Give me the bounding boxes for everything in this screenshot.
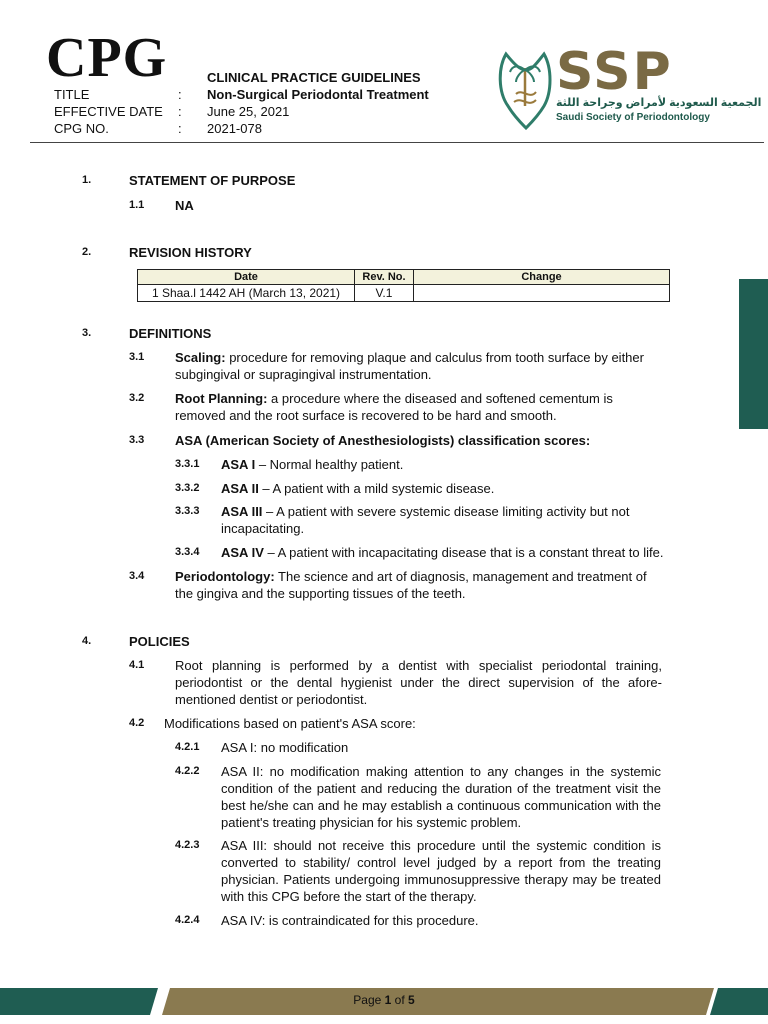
of-word: of: [391, 993, 409, 1007]
item-text: ASA I: no modification: [221, 740, 349, 755]
meta-colon: :: [178, 87, 182, 102]
term: ASA I: [221, 457, 256, 472]
item-number: 4.1: [129, 659, 145, 671]
item-number: 3.3.3: [175, 505, 200, 517]
term: Root Planning:: [175, 391, 268, 406]
item-text: ASA (American Society of Anesthesiologists) classification scores:: [175, 433, 591, 448]
column-header: Rev. No.: [355, 270, 414, 285]
document-type: CLINICAL PRACTICE GUIDELINES: [207, 70, 421, 85]
table-header-row: [138, 270, 670, 285]
table-row: [138, 285, 670, 302]
ssp-name-english: Saudi Society of Periodontology: [556, 112, 710, 123]
header-divider: [30, 142, 764, 143]
term-definition: – A patient with a mild systemic disease.: [258, 481, 495, 496]
item-text: [175, 349, 653, 383]
term: ASA III: [221, 504, 263, 519]
section-number: 4.: [82, 635, 92, 647]
table-cell: V.1: [355, 285, 414, 302]
meta-value: June 25, 2021: [207, 104, 290, 119]
item-number: 3.3: [129, 434, 145, 446]
item-text: ASA III: should not receive this procedure until the systemic condition is converted to stability/ control level judged by a report from the treating physician. Patients undergoing immunosuppressive therapy may be treated with this CPG before the start of the therapy.: [221, 838, 661, 904]
item-text: ASA II: no modification making attention to any changes in the systemic condition of the patient and reducing the duration of the treatment visit the best he/she can and he may establish a continuous communication with the patient's treating physician for his systemic problem.: [221, 764, 661, 830]
item-text: [175, 568, 663, 602]
meta-value: Non-Surgical Periodontal Treatment: [207, 87, 429, 102]
item-number: 3.1: [129, 351, 145, 363]
side-accent-bar: [739, 279, 768, 429]
total-pages: 5: [408, 993, 415, 1007]
term: Periodontology:: [175, 569, 275, 584]
item-number: 3.3.4: [175, 546, 200, 558]
section-number: 3.: [82, 327, 92, 339]
term-definition: The science and art of diagnosis, management and treatment of the gingiva and the supporting tissues of the teeth.: [175, 569, 647, 601]
item-number: 3.3.2: [175, 482, 200, 494]
ssp-logo: [496, 42, 762, 130]
ssp-acronym: SSP: [556, 42, 673, 102]
cpg-logo: CPG: [46, 27, 168, 89]
page-word: Page: [353, 993, 385, 1007]
item-number: 4.2.4: [175, 914, 200, 926]
item-number: 4.2: [129, 717, 145, 729]
meta-label: EFFECTIVE DATE: [54, 104, 163, 119]
term-definition: – A patient with severe systemic disease limiting activity but not incapacitating.: [221, 504, 630, 536]
section-title: REVISION HISTORY: [129, 245, 252, 260]
item-number: 4.2.1: [175, 741, 200, 753]
item-text: [221, 456, 655, 473]
term: Scaling:: [175, 350, 226, 365]
section-number: 1.: [82, 174, 92, 186]
meta-colon: :: [178, 121, 182, 136]
meta-label: CPG NO.: [54, 121, 109, 136]
item-number: 3.2: [129, 392, 145, 404]
item-text: [221, 544, 664, 561]
term-definition: procedure for removing plaque and calculus from tooth surface by either subgingival or supragingival instrumentation.: [175, 350, 644, 382]
item-number: 1.1: [129, 199, 145, 211]
table-cell: 1 Shaa.l 1442 AH (March 13, 2021): [138, 285, 355, 302]
current-page: 1: [384, 993, 392, 1007]
term-definition: – A patient with incapacitating disease that is a constant threat to life.: [263, 545, 664, 560]
item-text: [175, 390, 659, 424]
item-number: 4.2.3: [175, 839, 200, 851]
ssp-name-arabic: الجمعية السعودية لأمراض وجراحة اللثة: [556, 97, 762, 109]
meta-colon: :: [178, 104, 182, 119]
item-text: NA: [175, 198, 194, 213]
item-text: Modifications based on patient's ASA score:: [164, 716, 416, 731]
section-title: POLICIES: [129, 634, 190, 649]
term: ASA II: [221, 481, 259, 496]
column-header: Date: [138, 270, 355, 285]
page-number: [0, 993, 768, 1007]
revision-history-table: [137, 269, 670, 302]
table-cell: [414, 285, 670, 302]
term: ASA IV: [221, 545, 264, 560]
item-text: [221, 480, 655, 497]
meta-label: TITLE: [54, 87, 90, 102]
item-number: 3.3.1: [175, 458, 200, 470]
term-definition: – Normal healthy patient.: [255, 457, 404, 472]
item-number: 4.2.2: [175, 765, 200, 777]
section-title: DEFINITIONS: [129, 326, 212, 341]
meta-value: 2021-078: [207, 121, 262, 136]
section-number: 2.: [82, 246, 92, 258]
column-header: Change: [414, 270, 670, 285]
section-title: STATEMENT OF PURPOSE: [129, 173, 296, 188]
term-definition: a procedure where the diseased and softened cementum is removed and the root surface is recovered to be hard and smooth.: [175, 391, 613, 423]
item-text: Root planning is performed by a dentist with specialist periodontal training, periodontist or the dental hygienist under the direct supervision of the afore-mentioned dentist or periodontist.: [175, 658, 662, 707]
item-number: 3.4: [129, 570, 145, 582]
item-text: ASA IV: is contraindicated for this procedure.: [221, 913, 479, 928]
ssp-emblem-icon: [496, 48, 554, 130]
item-text: [221, 503, 631, 537]
